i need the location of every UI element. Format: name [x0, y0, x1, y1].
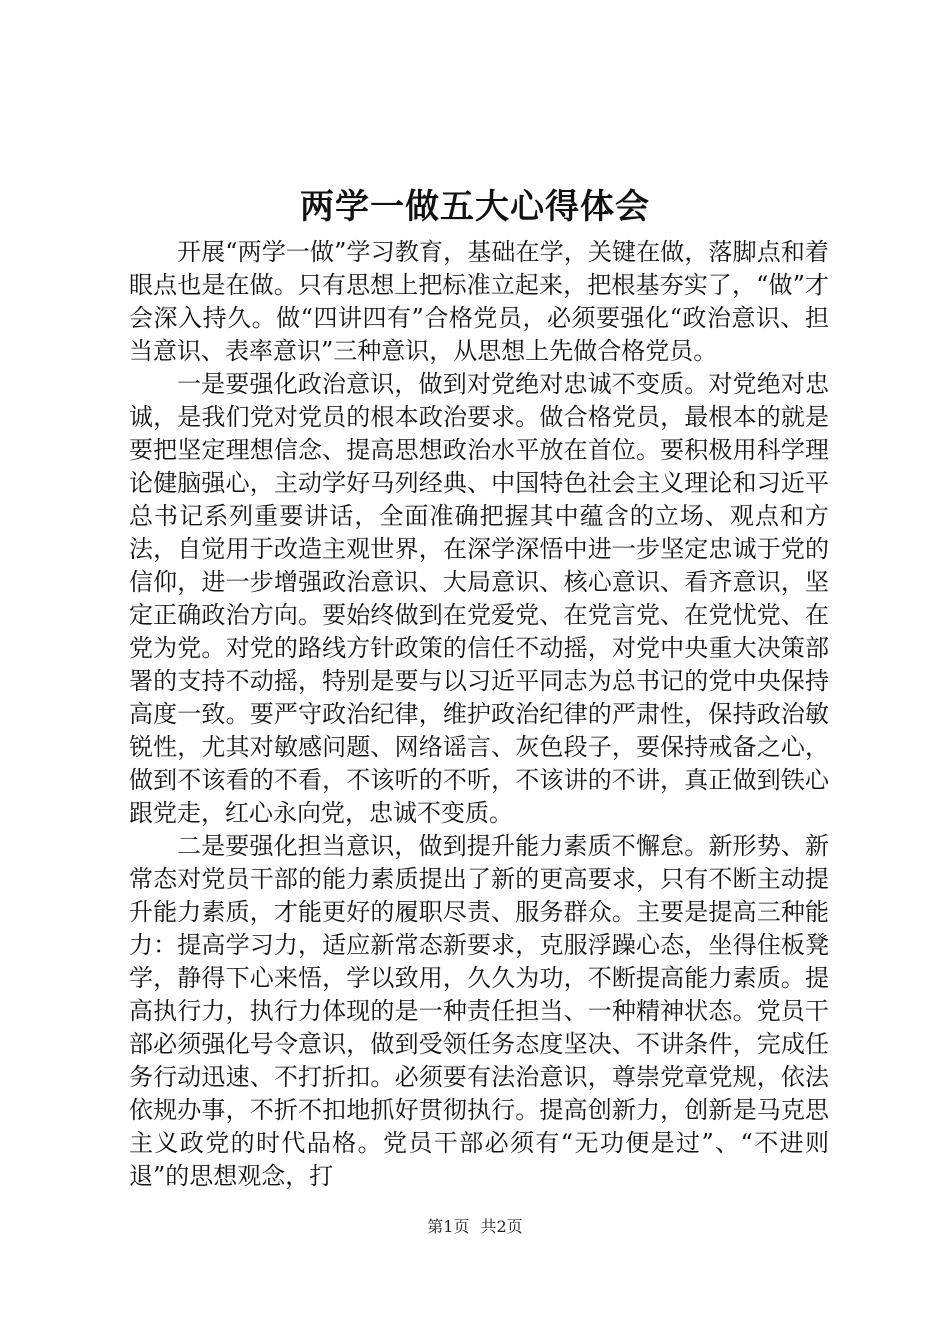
page-total: 共2页 — [480, 1217, 523, 1236]
page-footer — [0, 1217, 950, 1237]
page-number: 第1页 — [427, 1217, 470, 1236]
paragraph-intro: 开展“两学一做”学习教育，基础在学，关键在做，落脚点和着眼点也是在做。只有思想上把标准立起来，把根基夯实了，“做”才会深入持久。做“四讲四有”合格党员，必须要强化“政治意识、担当意识、表率意识”三种意识，从思想上先做合格党员。 — [129, 238, 829, 365]
document-body — [129, 236, 829, 1193]
paragraph-responsibility-awareness: 二是要强化担当意识，做到提升能力素质不懈怠。新形势、新常态对党员干部的能力素质提出了新的更高要求，只有不断主动提升能力素质，才能更好的履职尽责、服务群众。主要是提高三种能力：提高学习力，适应新常态新要求，克服浮躁心态，坐得住板凳学，静得下心来悟，学以致用，久久为功，不断提高能力素质。提高执行力，执行力体现的是一种责任担当、一种精神状态。党员干部必须强化号令意识，做到受领任务态度坚决、不讲条件，完成任务行动迅速、不打折扣。必须要有法治意识，尊崇党章党规，依法依规办事，不折不扣地抓好贯彻执行。提高创新力，创新是马克思主义政党的时代品格。党员干部必须有“无功便是过”、“不进则退”的思想观念，打 — [129, 832, 829, 1190]
document-title: 两学一做五大心得体会 — [300, 187, 650, 227]
paragraph-political-awareness: 一是要强化政治意识，做到对党绝对忠诚不变质。对党绝对忠诚，是我们党对党员的根本政治要求。做合格党员，最根本的就是要把坚定理想信念、提高思想政治水平放在首位。要积极用科学理论健脑强心，主动学好马列经典、中国特色社会主义理论和习近平总书记系列重要讲话，全面准确把握其中蕴含的立场、观点和方法，自觉用于改造主观世界，在深学深悟中进一步坚定忠诚于党的信仰，进一步增强政治意识、大局意识、核心意识、看齐意识，坚定正确政治方向。要始终做到在党爱党、在党言党、在党忧党、在党为党。对党的路线方针政策的信任不动摇，对党中央重大决策部署的支持不动摇，特别是要与以习近平同志为总书记的党中央保持高度一致。要严守政治纪律，维护政治纪律的严肃性，保持政治敏锐性，尤其对敏感问题、网络谣言、灰色段子，要保持戒备之心，做到不该看的不看，不该听的不听，不该讲的不讲，真正做到铁心跟党走，红心永向党，忠诚不变质。 — [129, 370, 829, 827]
